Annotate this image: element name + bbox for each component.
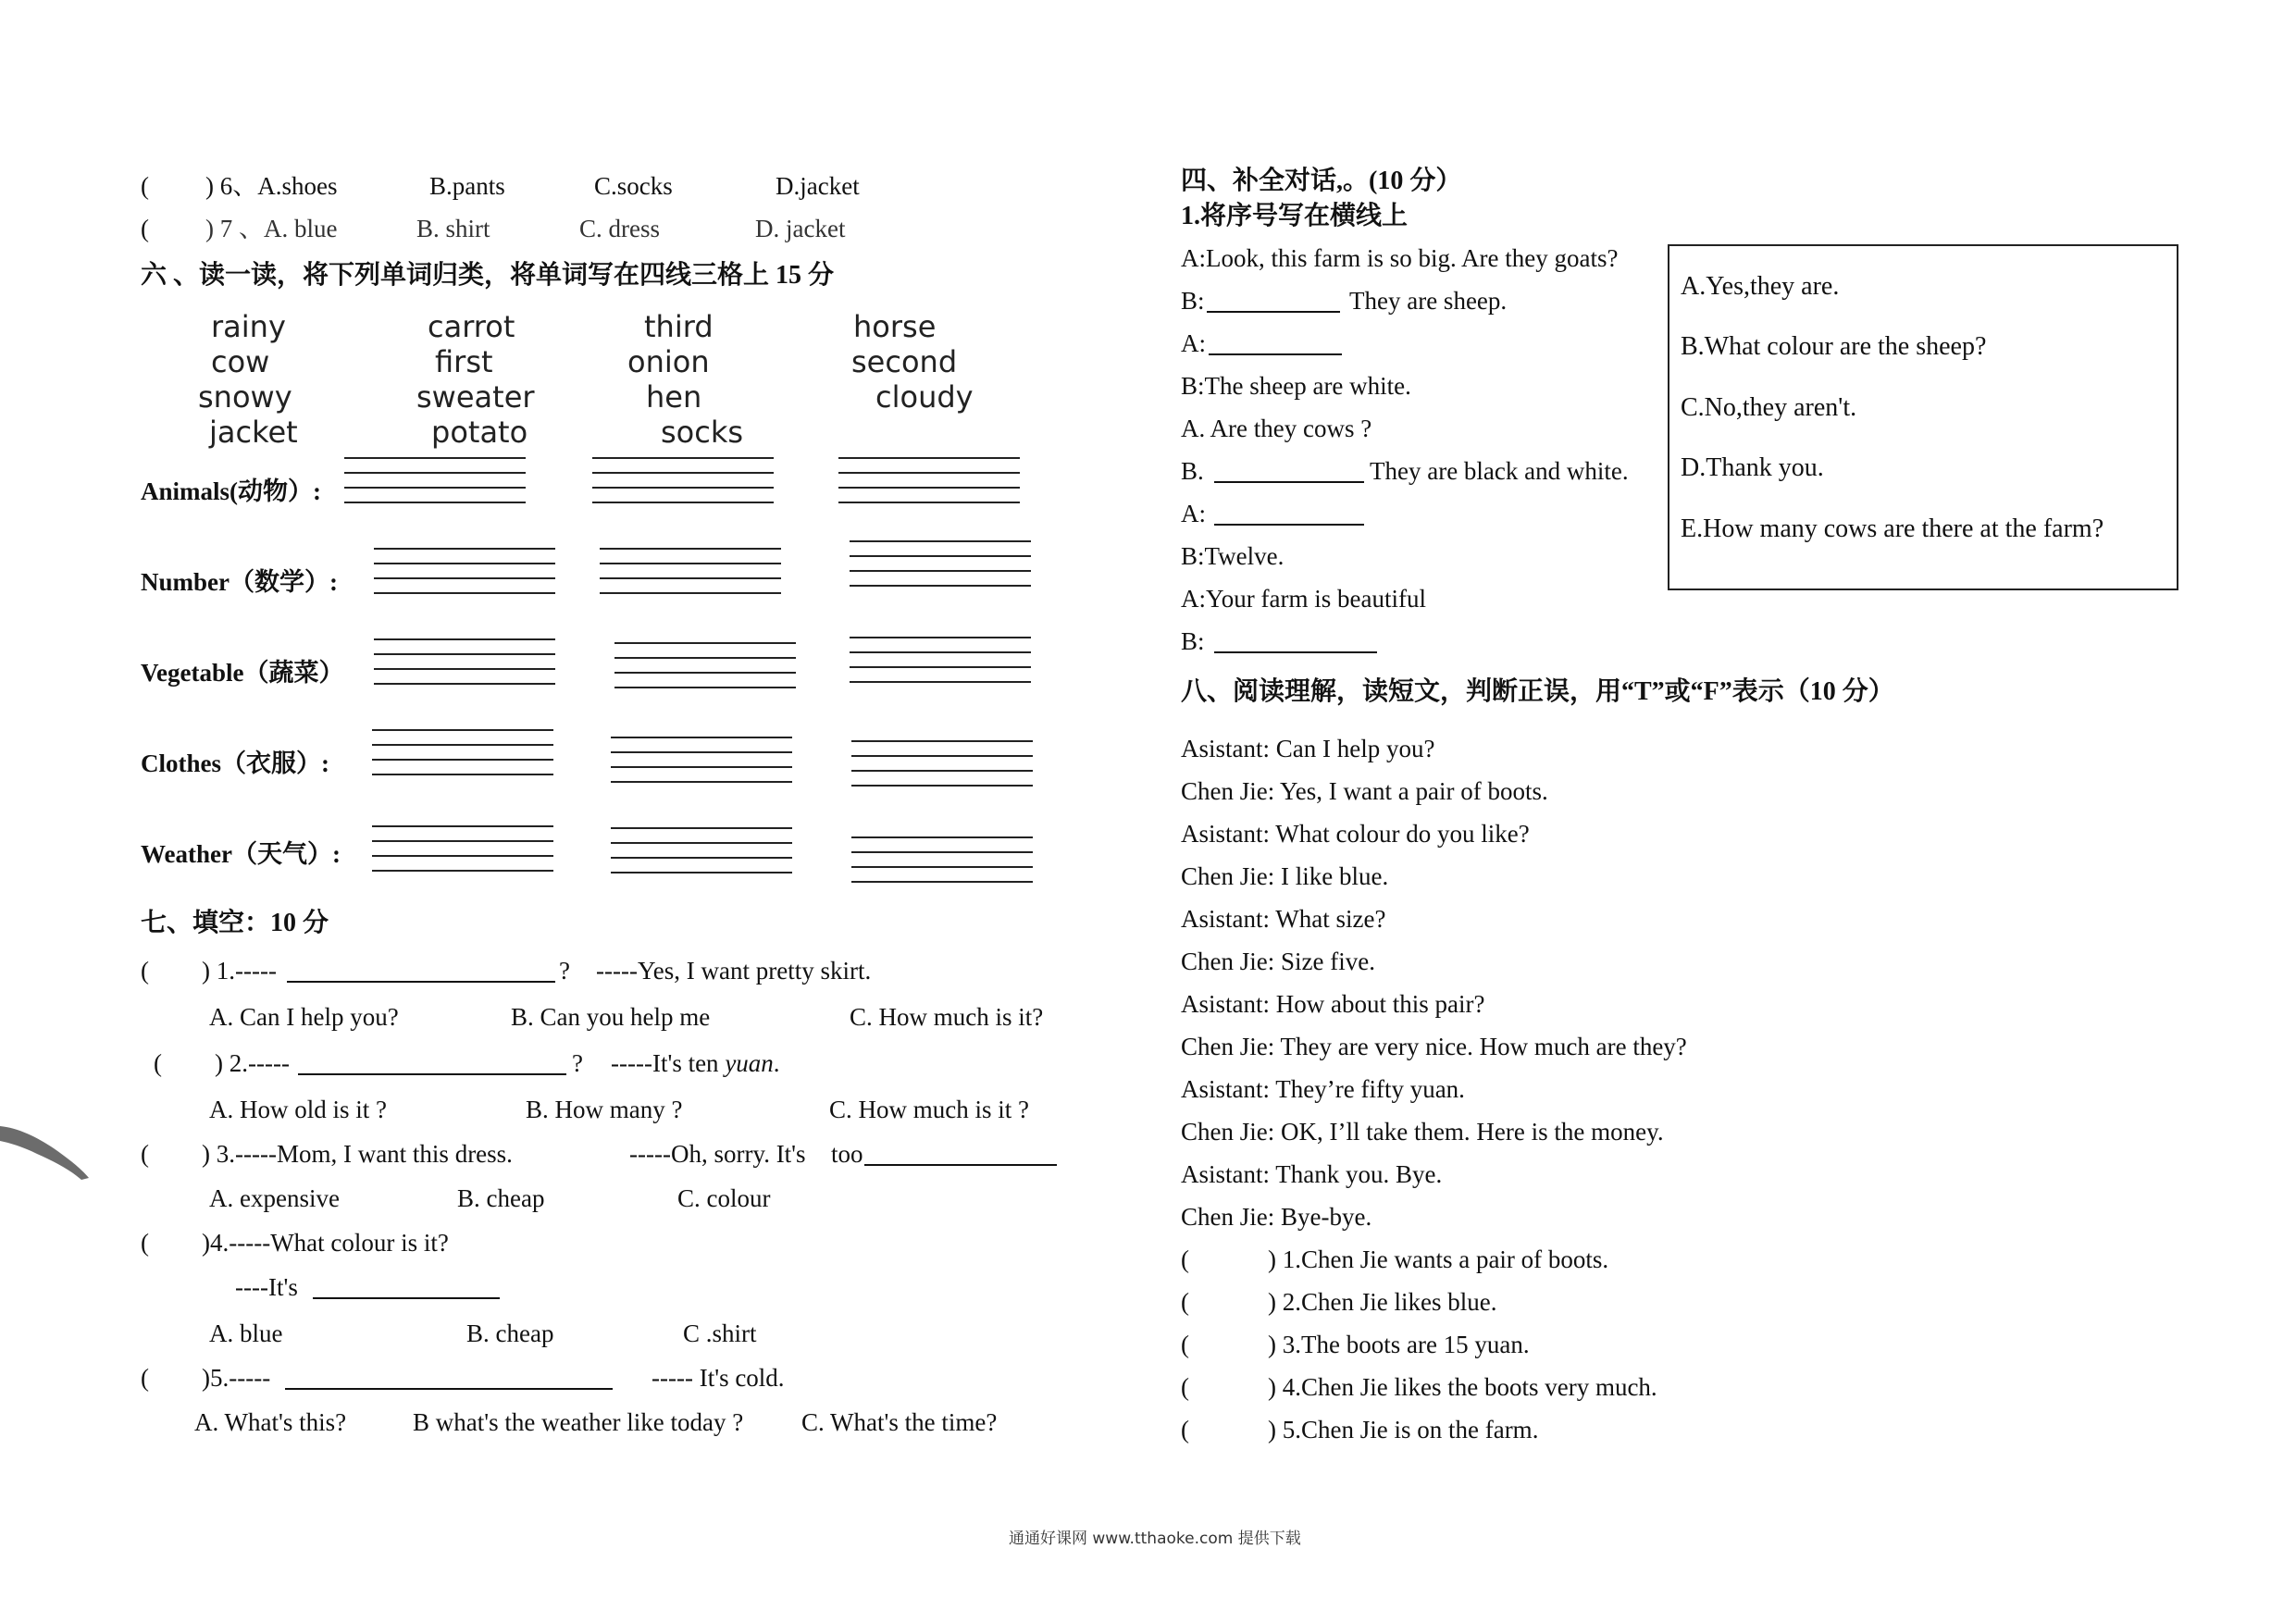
s7-q4-option-a: A. blue — [209, 1319, 283, 1347]
writing-lines[interactable] — [374, 638, 555, 685]
statement-5-paren: ( — [1181, 1416, 1189, 1443]
dialog-blank-5[interactable] — [1214, 650, 1377, 653]
word-jacket: jacket — [209, 415, 298, 450]
writing-lines[interactable] — [614, 642, 796, 688]
s7-q3-question: ) 3.-----Mom, I want this dress. — [202, 1140, 513, 1168]
s7-q3-option-c: C. colour — [677, 1184, 771, 1212]
category-clothes: Clothes（衣服）: — [141, 750, 329, 777]
s7-q4-option-b: B. cheap — [466, 1319, 554, 1347]
s7-q2-option-c: C. How much is it ? — [829, 1096, 1029, 1123]
s7-q4-blank[interactable] — [313, 1296, 500, 1299]
option-c: C.No,they aren't. — [1681, 393, 1857, 422]
dialog-line-3-speaker: A: — [1181, 329, 1206, 357]
passage-line: Chen Jie: Yes, I want a pair of boots. — [1181, 777, 1548, 805]
s7-q5-number: )5.----- — [202, 1364, 271, 1392]
statement-2: ) 2.Chen Jie likes blue. — [1268, 1288, 1497, 1316]
dialog-line-9: A:Your farm is beautiful — [1181, 585, 1426, 613]
writing-lines[interactable] — [592, 457, 774, 503]
s7-q2-option-b: B. How many ? — [526, 1096, 683, 1123]
s7-q2-option-a: A. How old is it ? — [209, 1096, 387, 1123]
word-hen: hen — [646, 379, 702, 415]
passage-line: Chen Jie: Bye-bye. — [1181, 1203, 1372, 1231]
q7-option-b: B. shirt — [416, 215, 490, 242]
s7-q2-qmark: ? — [572, 1049, 583, 1077]
s7-q2-blank[interactable] — [298, 1072, 566, 1075]
section8-title: 八、阅读理解，读短文，判断正误，用“T”或“F”表示（10 分） — [1181, 677, 1894, 706]
s7-q2-paren: ( — [154, 1049, 162, 1077]
dialog-line-6-speaker: B. — [1181, 457, 1204, 485]
word-cloudy: cloudy — [875, 379, 974, 415]
passage-line: Asistant: Thank you. Bye. — [1181, 1160, 1443, 1188]
writing-lines[interactable] — [372, 825, 553, 872]
dialog-line-7-speaker: A: — [1181, 500, 1206, 527]
footer-credit: 通通好课网 www.tthaoke.com 提供下载 — [1009, 1530, 1301, 1548]
s7-q5-option-a: A. What's this? — [194, 1408, 347, 1436]
passage-line: Chen Jie: Size five. — [1181, 948, 1375, 975]
dialog-line-2-speaker: B: — [1181, 287, 1205, 315]
word-onion: onion — [627, 344, 710, 379]
dialog-blank-3[interactable] — [1214, 480, 1364, 483]
q7-option-d: D. jacket — [755, 215, 846, 242]
section4-subtitle: 1.将序号写在横线上 — [1181, 202, 1409, 230]
category-vegetable: Vegetable（蔬菜） — [141, 659, 344, 687]
word-first: first — [435, 344, 493, 379]
s7-q5-option-b: B what's the weather like today ? — [413, 1408, 744, 1436]
dialog-line-8: B:Twelve. — [1181, 542, 1285, 570]
s7-q5-blank[interactable] — [285, 1387, 613, 1390]
option-d: D.Thank you. — [1681, 453, 1824, 482]
passage-line: Asistant: What colour do you like? — [1181, 820, 1530, 848]
s7-q2-answer-italic: yuan — [725, 1049, 774, 1077]
word-cow: cow — [211, 344, 270, 379]
s7-q4-option-c: C .shirt — [683, 1319, 757, 1347]
statement-1: ) 1.Chen Jie wants a pair of boots. — [1268, 1245, 1609, 1273]
passage-line: Asistant: Can I help you? — [1181, 735, 1435, 762]
passage-line: Chen Jie: OK, I’ll take them. Here is the money. — [1181, 1118, 1664, 1146]
q7-paren: ( — [141, 215, 149, 242]
category-animals: Animals(动物）: — [141, 477, 321, 505]
writing-lines[interactable] — [372, 729, 553, 775]
passage-line: Chen Jie: I like blue. — [1181, 862, 1389, 890]
s7-q1-paren: ( — [141, 957, 149, 985]
q6-option-d: D.jacket — [776, 172, 860, 200]
dialog-line-4: B:The sheep are white. — [1181, 372, 1411, 400]
dialog-line-1: A:Look, this farm is so big. Are they goats? — [1181, 244, 1619, 272]
category-number: Number（数学）: — [141, 568, 338, 596]
s7-q3-paren: ( — [141, 1140, 149, 1168]
word-second: second — [851, 344, 958, 379]
statement-4: ) 4.Chen Jie likes the boots very much. — [1268, 1373, 1657, 1401]
statement-3: ) 3.The boots are 15 yuan. — [1268, 1331, 1530, 1358]
statement-2-paren: ( — [1181, 1288, 1189, 1316]
q7-option-c: C. dress — [579, 215, 660, 242]
s7-q1-qmark: ? — [559, 957, 570, 985]
s7-q3-option-a: A. expensive — [209, 1184, 340, 1212]
word-rainy: rainy — [211, 309, 286, 344]
s7-q2-number: ) 2.----- — [215, 1049, 290, 1077]
option-b: B.What colour are the sheep? — [1681, 332, 1987, 361]
s7-q3-option-b: B. cheap — [457, 1184, 545, 1212]
section6-title: 六 、读一读，将下列单词归类，将单词写在四线三格上 15 分 — [141, 261, 835, 290]
writing-lines[interactable] — [374, 548, 555, 594]
writing-lines[interactable] — [851, 836, 1033, 883]
word-snowy: snowy — [198, 379, 292, 415]
writing-lines[interactable] — [838, 457, 1020, 503]
s7-q1-number: ) 1.----- — [202, 957, 277, 985]
s7-q5-paren: ( — [141, 1364, 149, 1392]
writing-lines[interactable] — [850, 540, 1031, 587]
s7-q3-answer: -----Oh, sorry. It's — [629, 1140, 806, 1168]
passage-line: Asistant: What size? — [1181, 905, 1386, 933]
s7-q2-answer-text: -----It's ten — [611, 1049, 719, 1077]
section7-title: 七、填空：10 分 — [141, 909, 329, 937]
s7-q4-its: ----It's — [235, 1273, 298, 1301]
word-carrot: carrot — [428, 309, 515, 344]
passage-line: Asistant: They’re fifty yuan. — [1181, 1075, 1465, 1103]
word-third: third — [644, 309, 714, 344]
category-weather: Weather（天气）: — [141, 840, 341, 868]
s7-q1-option-c: C. How much is it? — [850, 1003, 1044, 1031]
writing-lines[interactable] — [611, 737, 792, 783]
s7-q4-paren: ( — [141, 1229, 149, 1257]
q6-option-c: C.socks — [594, 172, 673, 200]
dialog-line-5: A. Are they cows ? — [1181, 415, 1372, 442]
word-socks: socks — [661, 415, 744, 450]
s7-q1-option-b: B. Can you help me — [511, 1003, 711, 1031]
q6-paren: ( — [141, 172, 149, 200]
s7-q5-option-c: C. What's the time? — [801, 1408, 998, 1436]
dialog-blank-4[interactable] — [1214, 523, 1364, 526]
s7-q3-blank[interactable] — [864, 1163, 1057, 1166]
dialog-blank-2[interactable] — [1209, 353, 1342, 355]
dialog-line-6-text: They are black and white. — [1370, 457, 1629, 485]
s7-q3-too: too — [831, 1140, 863, 1168]
word-horse: horse — [853, 309, 937, 344]
writing-lines[interactable] — [344, 457, 526, 503]
section4-title: 四、补全对话,。(10 分） — [1181, 167, 1462, 195]
s7-q5-answer: ----- It's cold. — [652, 1364, 785, 1392]
s7-q2-answer: -----It's ten yuan. — [611, 1049, 780, 1077]
statement-3-paren: ( — [1181, 1331, 1189, 1358]
q7-option-a: ) 7 、A. blue — [205, 215, 338, 242]
q6-option-b: B.pants — [429, 172, 505, 200]
word-potato: potato — [431, 415, 528, 450]
dialog-line-2-text: They are sheep. — [1349, 287, 1508, 315]
option-a: A.Yes,they are. — [1681, 272, 1840, 301]
statement-4-paren: ( — [1181, 1373, 1189, 1401]
writing-lines[interactable] — [851, 740, 1033, 787]
writing-lines[interactable] — [850, 637, 1031, 683]
q6-option-a: ) 6、A.shoes — [205, 172, 338, 200]
statement-5: ) 5.Chen Jie is on the farm. — [1268, 1416, 1539, 1443]
s7-q1-answer: -----Yes, I want pretty skirt. — [596, 957, 872, 985]
s7-q1-option-a: A. Can I help you? — [209, 1003, 399, 1031]
word-sweater: sweater — [416, 379, 535, 415]
passage-line: Asistant: How about this pair? — [1181, 990, 1485, 1018]
scan-artifact-shape — [0, 1115, 93, 1180]
dialog-blank-1[interactable] — [1207, 310, 1340, 313]
s7-q4-question: )4.-----What colour is it? — [202, 1229, 449, 1257]
passage-line: Chen Jie: They are very nice. How much are they? — [1181, 1033, 1687, 1060]
s7-q1-blank[interactable] — [287, 980, 555, 983]
option-e: E.How many cows are there at the farm? — [1681, 514, 2104, 543]
dialog-line-10-speaker: B: — [1181, 627, 1205, 655]
writing-lines[interactable] — [611, 827, 792, 873]
writing-lines[interactable] — [600, 548, 781, 594]
statement-1-paren: ( — [1181, 1245, 1189, 1273]
